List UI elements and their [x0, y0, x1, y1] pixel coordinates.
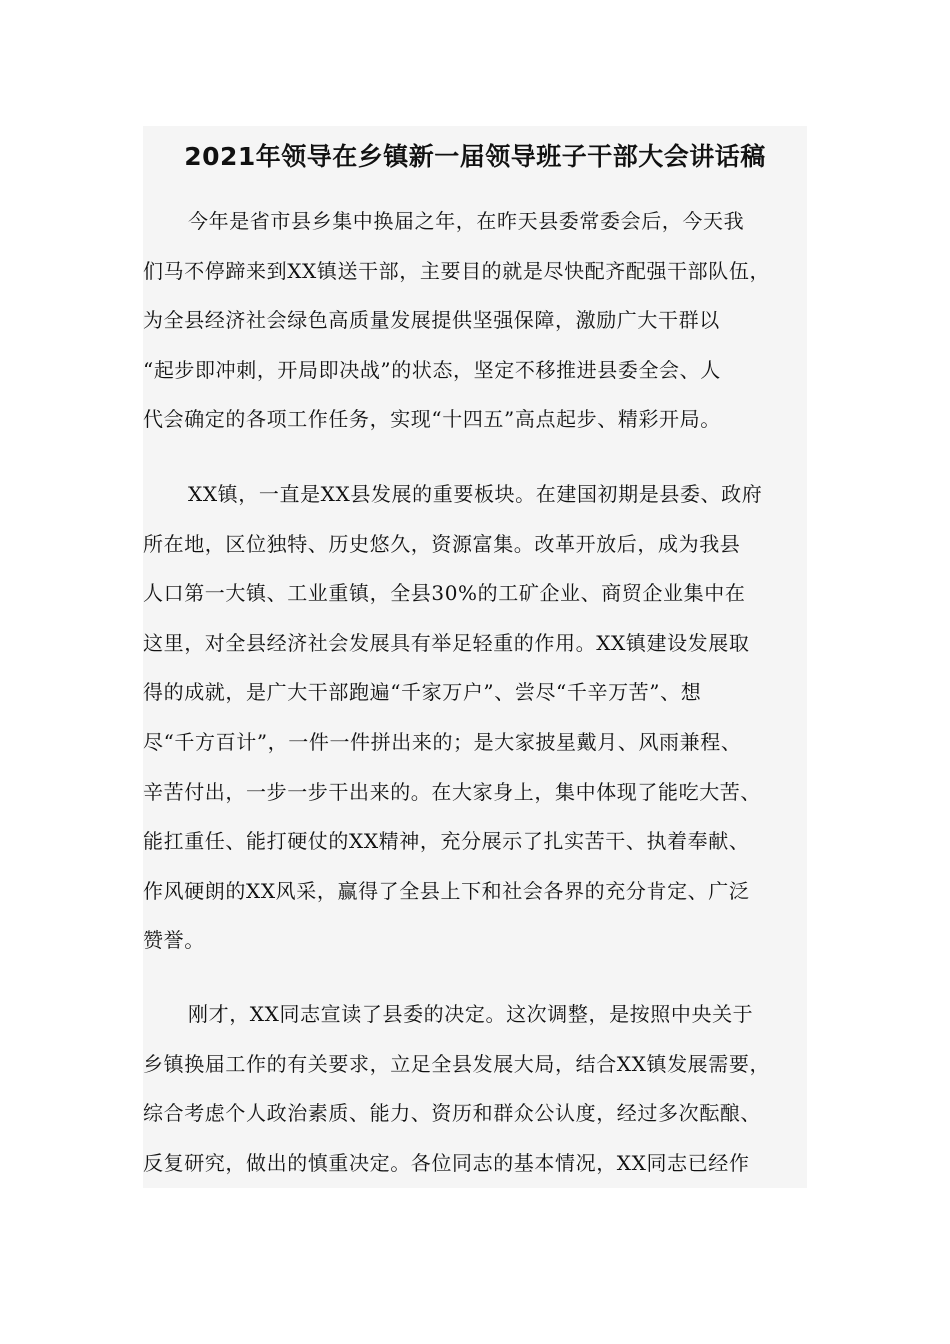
paragraph-line	[143, 247, 807, 297]
paragraph-3	[143, 990, 807, 1188]
paragraph-1	[143, 197, 807, 445]
paragraph-line: 反复研究，做出的慎重决定。各位同志的基本情况，XX同志已经作	[143, 1150, 750, 1175]
document-content	[143, 126, 807, 1188]
paragraph-line: 刚才，XX同志宣读了县委的决定。这次调整，是按照中央关于	[188, 1002, 754, 1026]
paragraph-line: 作风硬朗的XX风采，赢得了全县上下和社会各界的充分肯定、广泛	[143, 878, 750, 903]
paragraph-line: 赞誉。	[143, 928, 205, 953]
paragraph-line: 为全县经济社会绿色高质量发展提供坚强保障，激励广大干群以	[143, 308, 720, 333]
document-title: 2021年领导在乡镇新一届领导班子干部大会讲话稿	[184, 142, 766, 171]
paragraph-line: “起步即冲刺，开局即决战”的状态，坚定不移推进县委全会、人	[143, 357, 721, 382]
paragraph-line: XX镇，一直是XX县发展的重要板块。在建国初期是县委、政府	[188, 482, 763, 506]
paragraph-line: 所在地，区位独特、历史悠久，资源富集。改革开放后，成为我县	[143, 531, 741, 556]
paragraph-line-text: 乡镇换届工作的有关要求，立足全县发展大局，结合XX镇发展需要，	[143, 1040, 778, 1090]
paragraph-line: 尽“千方百计”，一件一件拼出来的；是大家披星戴月、风雨兼程、	[143, 729, 742, 754]
paragraph-line	[143, 768, 807, 818]
paragraph-line	[143, 1040, 807, 1090]
paragraph-2	[143, 470, 807, 966]
paragraph-line: 人口第一大镇、工业重镇，全县30%的工矿企业、商贸企业集中在	[143, 581, 746, 606]
paragraph-line: 综合考虑个人政治素质、能力、资历和群众公认度，经过多次酝酿、	[143, 1101, 761, 1126]
paragraph-line: 这里，对全县经济社会发展具有举足轻重的作用。XX镇建设发展取	[143, 630, 750, 655]
paragraph-line: 代会确定的各项工作任务，实现“十四五”高点起步、精彩开局。	[143, 407, 721, 432]
paragraph-line: 今年是省市县乡集中换届之年，在昨天县委常委会后，今天我	[188, 209, 745, 233]
paragraph-line: 能扛重任、能打硬仗的XX精神，充分展示了扎实苦干、执着奉献、	[143, 829, 750, 854]
paragraph-line-text: 们马不停蹄来到XX镇送干部，主要目的就是尽快配齐配强干部队伍，	[143, 247, 778, 297]
paragraph-line-text: 辛苦付出，一步一步干出来的。在大家身上，集中体现了能吃大苦、	[143, 768, 769, 818]
paragraph-line: 得的成就，是广大干部跑遍“千家万户”、尝尽“千辛万苦”、想	[143, 680, 702, 705]
